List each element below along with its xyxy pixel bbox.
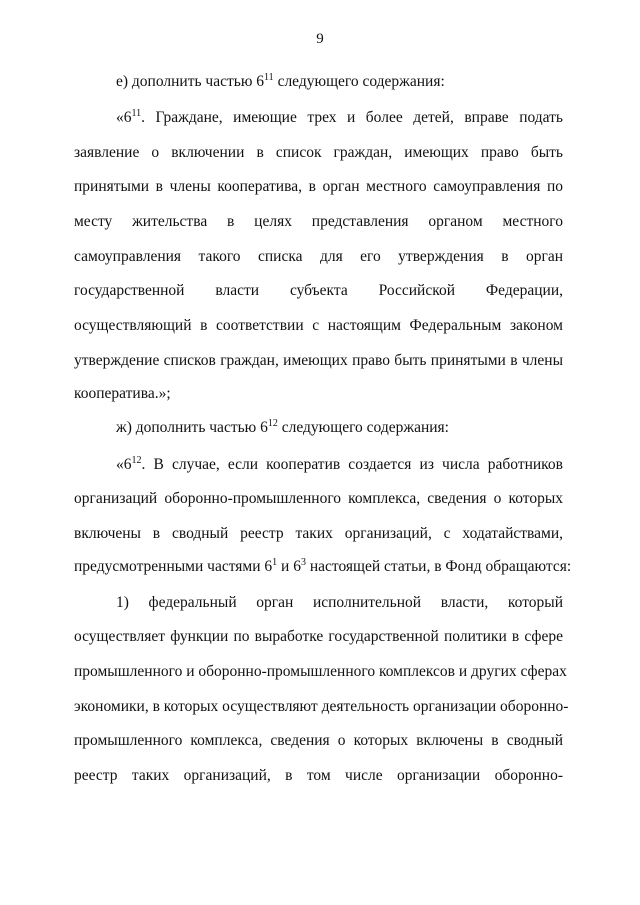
paragraph-line: включены в сводный реестр таких организаций, с ходатайствами,: [74, 525, 563, 542]
superscript-1: 1: [272, 557, 278, 568]
paragraph-line: реестр таких организаций, в том числе организации оборонно-: [74, 767, 563, 784]
superscript-3: 3: [300, 557, 306, 568]
paragraph-line: промышленного и оборонно-промышленного комплексов и других сферах: [74, 663, 567, 680]
paragraph-line: осуществляющий в соответствии с настоящим Федеральным законом: [74, 317, 563, 334]
item-e-line: [116, 72, 445, 92]
paragraph-line: организаций оборонно-промышленного комплекса, сведения о которых: [74, 490, 563, 507]
paragraph-line: осуществляет функции по выработке государственной политики в сфере: [74, 628, 563, 645]
paragraph-line: принятыми в члены кооператива, в орган местного самоуправления по: [74, 178, 563, 195]
part-6-12-superscript: 12: [131, 455, 142, 466]
item-e-superscript: 11: [264, 72, 274, 83]
part-6-11-superscript: 11: [131, 108, 142, 119]
part-6-12-last-text-post: настоящей статьи, в Фонд обращаются:: [305, 558, 572, 575]
part-6-11-text-pre: «6: [116, 109, 132, 126]
part-6-11-first-line: [116, 108, 563, 128]
part-6-12-last-text-pre: предусмотренными частями 6: [74, 558, 273, 575]
part-6-12-text-pre: «6: [116, 456, 132, 473]
part-6-12-text-post: . В случае, если кооператив создается из числа работников: [141, 456, 563, 473]
item-zh-text-post: следующего содержания:: [277, 419, 449, 436]
page-number: 9: [316, 31, 324, 47]
paragraph-line: государственной власти субъекта Российской Федерации,: [74, 282, 563, 299]
paragraph-line: месту жительства в целях представления органом местного: [74, 213, 563, 230]
item-zh-superscript: 12: [267, 418, 278, 429]
part-6-11-text-post: . Граждане, имеющие трех и более детей, вправе подать: [141, 109, 563, 126]
paragraph-line: утверждение списков граждан, имеющих право быть принятыми в члены: [74, 352, 563, 369]
paragraph-line-last: кооператива.»;: [74, 385, 171, 402]
item-e-text-post: следующего содержания:: [273, 73, 445, 90]
item-e-text-pre: е) дополнить частью 6: [116, 73, 265, 90]
part-6-12-last-text-mid: и 6: [277, 558, 301, 575]
item-zh-text-pre: ж) дополнить частью 6: [116, 419, 268, 436]
part-6-12-first-line: [116, 455, 563, 475]
subitem-1-first-line: 1) федеральный орган исполнительной власти, который: [116, 594, 563, 611]
paragraph-line: самоуправления такого списка для его утверждения в орган: [74, 248, 563, 265]
part-6-12-last-line: [74, 557, 572, 577]
paragraph-line: заявление о включении в список граждан, имеющих право быть: [74, 144, 563, 161]
paragraph-line: экономики, в которых осуществляют деятельность организации оборонно-: [74, 698, 569, 715]
item-zh-line: [116, 418, 449, 438]
paragraph-line: промышленного комплекса, сведения о которых включены в сводный: [74, 732, 563, 749]
